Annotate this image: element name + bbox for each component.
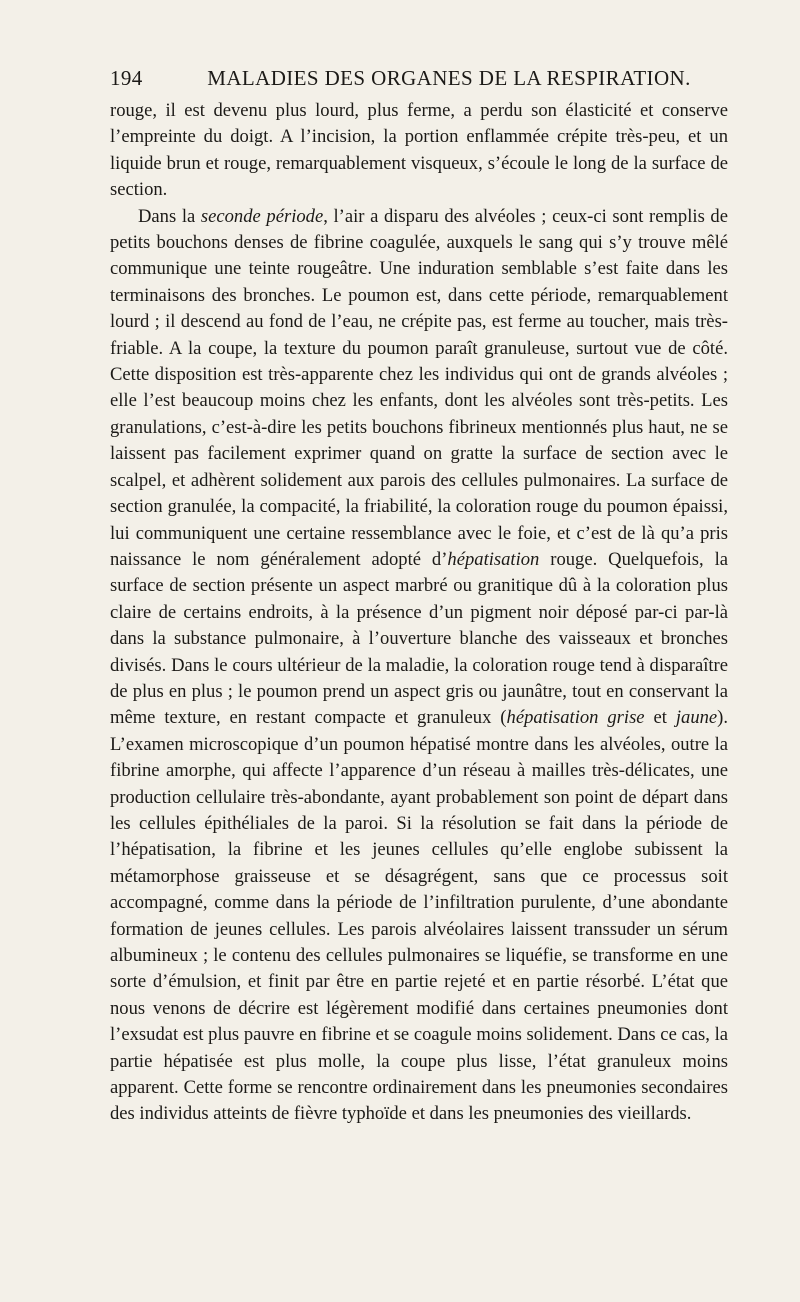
page-number: 194 <box>110 66 143 90</box>
body-text <box>110 98 728 1128</box>
italic-term-hepatisation: hépatisation <box>447 548 540 570</box>
italic-term-jaune: jaune <box>675 707 718 729</box>
paragraph-1-text: rouge, il est devenu plus lourd, plus ferme, a perdu son élasticité et conserve l’empreinte du doigt. A l’incision, la portion enflammée crépite très-peu, et un liquide brun et rouge, remarquablement visqueux, s’écoule le long de la surface de section. <box>110 100 728 201</box>
paragraph-2-text-4: et <box>644 707 676 729</box>
running-title: MALADIES DES ORGANES DE LA RESPIRATION. <box>207 66 691 90</box>
running-head <box>110 66 728 96</box>
paragraph-2 <box>110 204 728 1128</box>
paragraph-2-text-3: rouge. Quelquefois, la surface de section présente un aspect marbré ou granitique dû à la coloration plus claire de certains endroits, à la présence d’un pigment noir déposé par-ci par-là dans la substance pulmonaire, à l’ouverture blanche des vaisseaux et bronches divisés. Dans le cours ultérieur de la maladie, la coloration rouge tend à disparaître de plus en plus ; le poumon prend un aspect gris ou jaunâtre, tout en conservant la même texture, en restant compacte et granuleux ( <box>110 548 728 729</box>
paragraph-1 <box>110 98 728 204</box>
italic-term-seconde-periode: seconde période <box>200 205 324 227</box>
paragraph-2-text-5: ). L’examen microscopique d’un poumon hépatisé montre dans les alvéoles, outre la fibrine amorphe, qui affecte l’apparence d’un réseau à mailles très-délicates, une production cellulaire très-abondante, ayant probablement son point de départ dans les cellules épithéliales de la paroi. Si la résolution se fait dans la période de l’hépatisation, la fibrine et les jeunes cellules qu’elle englobe subissent la métamorphose graisseuse et se désagrégent, sans que ce processus soit accompagné, comme dans la période de l’infiltration purulente, d’une abondante formation de jeunes cellules. Les parois alvéolaires laissent transsuder un sérum albumineux ; le contenu des cellules pulmonaires se liquéfie, se transforme en une sorte d’émulsion, et finit par être en partie rejeté et en partie résorbé. L’état que nous venons de décrire est légèrement modifié dans certaines pneumonies dont l’exsudat est plus pauvre en fibrine et se coagule moins solidement. Dans ce cas, la partie hépatisée est plus molle, la coupe plus lisse, l’état granuleux moins apparent. Cette forme se rencontre ordinairement dans les pneumonies secondaires des individus atteints de fièvre typhoïde et dans les pneumonies des vieillards. <box>110 707 729 1125</box>
italic-term-hepatisation-grise: hépatisation grise <box>506 707 645 729</box>
paragraph-2-text-2: , l’air a disparu des alvéoles ; ceux-ci sont remplis de petits bouchons denses de fibrine coagulée, auxquels le sang qui s’y trouve mêlé communique une teinte rougeâtre. Une induration semblable s’est faite dans les terminaisons des bronches. Le poumon est, dans cette période, remarquablement lourd ; il descend au fond de l’eau, ne crépite pas, est ferme au toucher, mais très-friable. A la coupe, la texture du poumon paraît granuleuse, surtout vue de côté. Cette disposition est très-apparente chez les individus qui ont de grands alvéoles ; elle l’est beaucoup moins chez les enfants, dont les alvéoles sont très-petits. Les granulations, c’est-à-dire les petits bouchons fibrineux mentionnés plus haut, ne se laissent pas facilement exprimer quand on gratte la surface de section avec le scalpel, et adhèrent solidement aux parois des cellules pulmonaires. La surface de section granulée, la compacité, la friabilité, la coloration rouge du poumon épaissi, lui communiquent une certaine ressemblance avec le foie, et c’est de là qu’a pris naissance le nom généralement adopté d’ <box>110 205 728 570</box>
paragraph-2-text-1: Dans la <box>138 205 201 227</box>
